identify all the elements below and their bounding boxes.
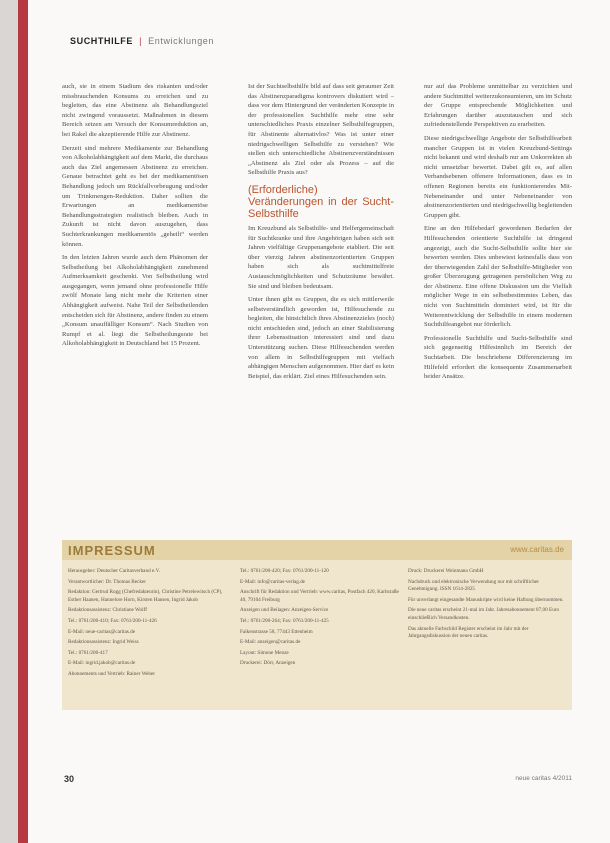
column-1	[62, 82, 208, 353]
impressum-line: Tel.: 0761/200-420; Fax: 0761/200-11-120	[240, 568, 329, 574]
impressum-line: E-Mail: ingrid.jakob@caritas.de	[68, 660, 136, 667]
paragraph: auch, sie in einem Stadium des riskanten und/oder missbrauchenden Konsums zu erreichen und zu begleiten, das eine Abstinenz als Behandlungsziel nicht zwingend voraussetzt. Maßnahmen in diesem Bereich setzen am Versuch der Konsumreduktion an, bei Rakel die akzeptierende Hilfe zur Abstinenz.	[62, 83, 208, 138]
section-subtitle: Entwicklungen	[148, 36, 215, 46]
impressum-line: Tel.: 0761/200-410; Fax: 0761/200-11-426	[68, 617, 157, 624]
paragraph: Diese niedrigschwellige Angebote der Selbsthilfearbeit mancher Gruppen ist in vielen Kreuzbund-Settings nicht bekannt und wird deshalb nur am Unkorrekten ab nicht umsetzbar bewertet. Dabei gilt es, auf allen Verbandsebenen offenere Informationen, dass es in offenen Regionen bereits ein funktionierendes Mit- Nebeneinander und unter Nebeneinander von abstinenzorientierten und niedrigschwellig begleitenden Gruppen gibt.	[424, 134, 572, 219]
impressum-header	[62, 540, 572, 560]
paragraph: Im Kreuzbund als Selbsthilfe- und Helfergemeinschaft für Suchtkranke und ihre Angehörigen haben sich seit Jahren vielfältige Gruppenangebote etabliert. Die seit über vierzig Jahren abstinenzorientierten Gruppen haben sich als suchtmittelfreie Austauschmöglichkeiten und Schutzräume bewährt. Sie sind und bleiben bedeutsam.	[248, 224, 394, 290]
impressum-column-2	[240, 568, 400, 671]
impressum-line: E-Mail: anzeigen@caritas.de	[240, 639, 301, 646]
impressum-line: E-Mail: info@caritas-verlag.de	[240, 578, 305, 585]
impressum-line: Tel.: 0761/200-264; Fax: 0761/200-11-425	[240, 617, 329, 624]
impressum-line: E-Mail: neue-caritas@caritas.de	[68, 628, 135, 635]
impressum-title: IMPRESSUM	[68, 543, 156, 558]
impressum-line: Für unverlangt eingesandte Manuskripte wird keine Haftung übernommen.	[408, 596, 564, 603]
journal-issue: neue caritas 4/2011	[515, 775, 572, 782]
impressum-column-1	[68, 568, 228, 682]
impressum-line: Tel.: 0761/200-417	[68, 649, 108, 656]
paragraph: nur auf das Probleme unmittelbar zu verzichten und andere Suchtmittel weiterzukonsumieren, um im Schutz der Gruppe entsprechende Möglichkeiten und Erfahrungen darüber auszutauschen und sich zufriedenstellende Perspektiven zu erarbeiten.	[424, 83, 572, 129]
paragraph: Professionelle Suchthilfe und Sucht-Selbsthilfe sind sich gegenseitig Hilfesinnlich im Bereich der Suchtarbeit. Die beschriebene Differenzierung im Hilfefeld erfordert die konsequente Zusammenarbeit beider Ansätze.	[424, 334, 572, 381]
impressum-line: Die neue caritas erscheint 21-mal im Jahr. Jahresabonnement 87,00 Euro einschließlich Versandkosten.	[408, 607, 560, 621]
impressum-line: Herausgeber: Deutscher Caritasverband e.V.	[68, 568, 160, 574]
impressum-line: Verantwortlicher: Dr. Thomas Becker	[68, 578, 146, 585]
page-edge-bar	[18, 0, 28, 843]
impressum-line: Abonnements und Vertrieb: Rainer Weber	[68, 670, 155, 677]
impressum-line: Druck: Druckerei Weinmann GmbH	[408, 568, 484, 574]
subheading: (Erforderliche) Veränderungen in der Sucht-Selbsthilfe	[248, 183, 394, 220]
impressum-line: Anzeigen und Beilagen: Anzeigen-Service	[240, 607, 329, 614]
impressum-line: Nachdruck und elektronische Verwendung nur mit schriftlicher Genehmigung. ISSN 1614-2825	[408, 578, 539, 593]
impressum-line: Das aktuelle Farbschild Register erscheint im Jahr mit der Jahrgangsdiskussion der neuen caritas.	[408, 625, 529, 640]
paragraph: Ist der Suchtselbsthilfe bild auf dass seit geraumer Zeit das Abstinenzparadigma kontrovers diskutiert wird – dass vor dem Hintergrund der veränderten Konzepte in der professionellen Suchthilfe mehr eine sehr unterschiedliches Praxis einzelner Selbsthilfegruppen, für Abstinente alternativlos? Was ist unter einer niedrigschwelligen Selbsthilfe zu verstehen? Wie stellen sich unterschiedliche Abstinenzverständnissen „Abstinenz als Ziel oder als Prozess – auf die Selbsthilfe Praxis aus?	[248, 83, 394, 177]
impressum-line: Redaktionsassistenz: Ingrid Weiss	[68, 639, 139, 646]
section-title: SUCHTHILFE	[70, 36, 133, 46]
impressum-line: Redaktion: Gertrud Rogg (Chefredakteurin), Christine Petrelewitsch (CP), Esther Haanen, Hannelore Horn, Kirsten Hansen, Ingrid Jakob	[68, 589, 223, 603]
paragraph: Eine an den Hilfebedarf gewordenen Bedarfen der Hilfesuchenden orientierte Suchthilfe ist dringend angezeigt, auch die Sucht-Selbsthilfe sollte hier sie bewerten werden. Dies unbewiest keinesfalls dass von der überwiegenden Zahl der Selbsthilfe-Mitglieder von großer Überzeugung getragenen persönlichen Weg zu der Abstinenz. Eine offene Diskussion um die Vielfalt möglicher Wege in ein selbstbestimmtes Leben, das nicht von Suchtmitteln dominiert wird, ist für die Weiterentwicklung der Selbsthilfe in einem modernen Suchthilfeangebot nur förderlich.	[424, 225, 572, 329]
column-3	[424, 82, 572, 386]
impressum-line: Falkenstrasse 58, 77443 Ettenheim	[240, 628, 313, 635]
paragraph: Derzeit sind mehrere Medikamente zur Behandlung von Alkoholabhängigkeit auf dem Markt, die durchaus auch das Ziel angemessen Abstinenz zu erreichen. Genaue betrachtet geht es bei der medikamentösen Behandlung jedoch um Rückfallvorbeugung und/oder um Trinkmengen-Reduktion. Daher sollten die Erwartungen an medikamentöse Behandlungsstrategien realistisch bleiben. Auch in Zukunft ist nicht davon auszugehen, dass Suchterkrankungen medikamentös „geheilt“ werden können.	[62, 144, 208, 248]
impressum-box	[62, 540, 572, 710]
impressum-line: Druckerei: Dörr, Anzeigen	[240, 660, 296, 667]
page-number: 30	[64, 774, 75, 784]
paragraph: Unter ihnen gibt es Gruppen, die es sich mittlerweile selbstverständlich geworden ist, Hilfesuchende zu begleiten, die hinsichtlich ihres Abstinenzzieles (noch) nicht entschieden sind, jedoch an einer Stabilisierung ihrer Lebenssituation interessiert sind und dazu Unterstützung suchen. Diese Hilfesuchenden werden von allem in Selbsthilfegruppen mit vielfach abhängigen Menschen aufgenommen. Hier darf es kein Beispiel, das erklärt. Ziel eines Hilfesuchenden sein.	[248, 296, 394, 380]
impressum-line: Anschrift für Redaktion und Vertrieb: www.caritas, Postfach 420, Karlstraße 40, 79104 Freiburg	[240, 589, 399, 603]
impressum-url-link[interactable]: www.caritas.de	[510, 545, 564, 554]
header-separator: |	[139, 36, 143, 46]
paragraph: In den letzten Jahren wurde auch dem Phänomen der Selbstheilung bei Alkoholabhängigkeit zunehmend Aufmerksamkeit geschenkt. Von Selbstheilung wird ausgegangen, wenn jemand ohne professionelle Hilfe zwölf Monate lang nicht mehr die Kriterien einer Abhängigkeit aufweist. Nahe Teil der Selbstheilenden entscheiden sich für Abstinenz, andere finden zu einem „Konsum unauffälliger Konsum“. Nach Studien von Rumpf et al. liegt die Selbstheilungsrate bei Alkoholabhängigkeit in Deutschland bei 15 Prozent.	[62, 254, 208, 348]
impressum-line: Redaktionsassistenz: Christiane Wolff	[68, 607, 147, 614]
page-header	[70, 36, 214, 46]
column-2	[248, 82, 394, 385]
impressum-line: Layout: Simone Menze	[240, 649, 289, 656]
impressum-column-3	[408, 568, 568, 644]
